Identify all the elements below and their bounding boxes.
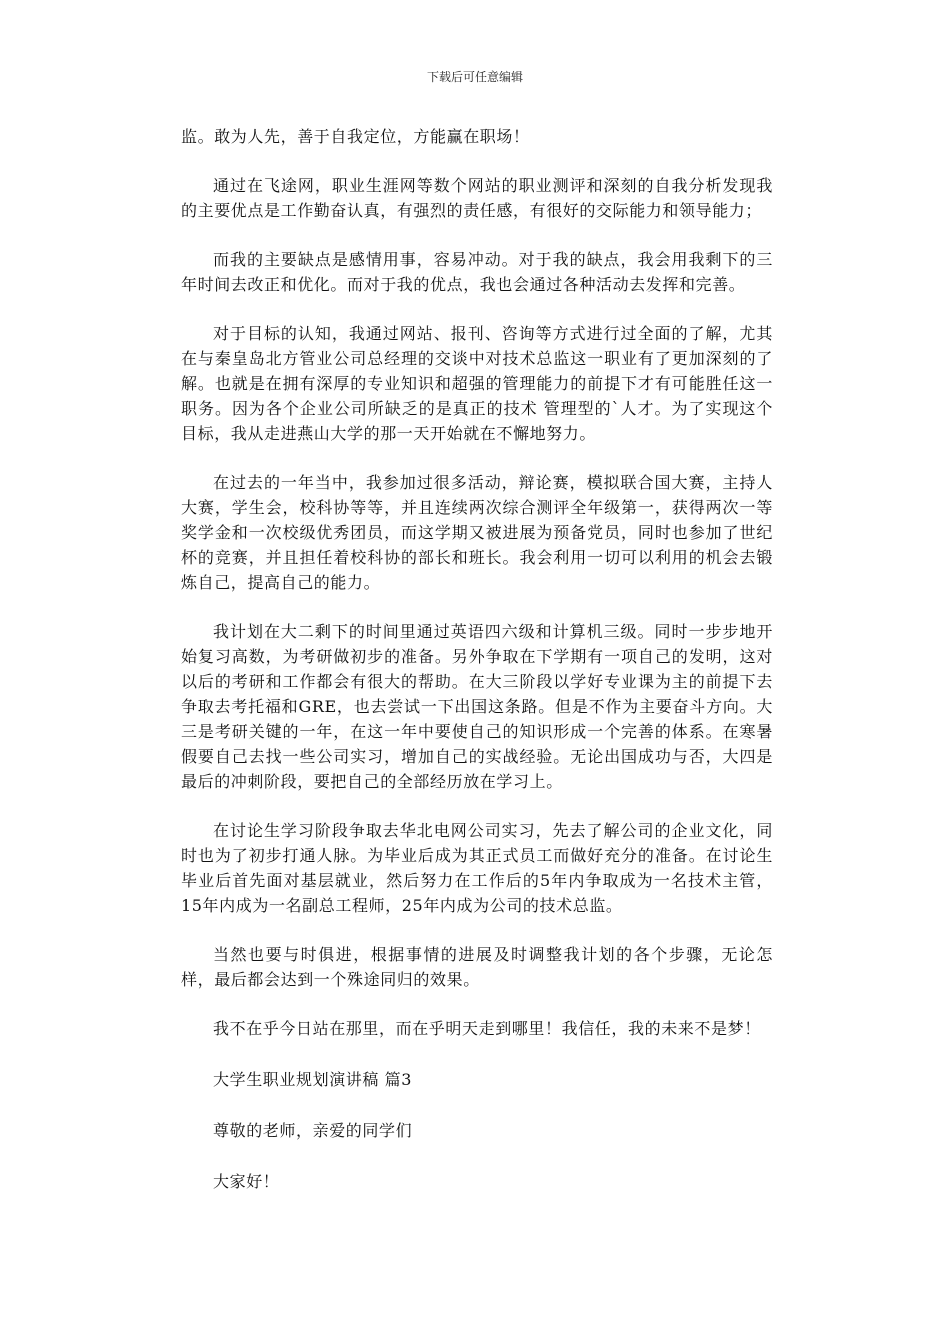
document-body: [181, 124, 773, 1220]
paragraph-career-plan: 在讨论生学习阶段争取去华北电网公司实习，先去了解公司的企业文化，同时也为了初步打通人脉。为毕业后成为其正式员工而做好充分的准备。在讨论生毕业后首先面对基层就业，然后努力在工作后的5年内争取成为一名技术主管，15年内成为一名副总工程师，25年内成为公司的技术总监。: [181, 821, 773, 915]
paragraph-goal-cognition: 对于目标的认知，我通过网站、报刊、咨询等方式进行过全面的了解，尤其在与秦皇岛北方管业公司总经理的交谈中对技术总监这一职业有了更加深刻的了解。也就是在拥有深厚的专业知识和超强的管理能力的前提下才有可能胜任这一职务。因为各个企业公司所缺乏的是真正的技术 管理型的`人才。为了实现这个目标，我从走进燕山大学的那一天开始就在不懈地努力。: [181, 324, 773, 443]
paragraph-keep-pace: 当然也要与时俱进，根据事情的进展及时调整我计划的各个步骤，无论怎样，最后都会达到一个殊途同归的效果。: [181, 945, 773, 989]
section-title: 大学生职业规划演讲稿 篇3: [213, 1070, 413, 1089]
paragraph-continuation: 监。敢为人先，善于自我定位，方能赢在职场！: [181, 127, 530, 146]
paragraph-closing-line: 我不在乎今日站在那里，而在乎明天走到哪里！我信任，我的未来不是梦！: [213, 1019, 761, 1038]
salutation: 尊敬的老师，亲爱的同学们: [213, 1121, 413, 1140]
paragraph-past-activities: 在过去的一年当中，我参加过很多活动，辩论赛，模拟联合国大赛，主持人大赛，学生会，校科协等等，并且连续两次综合测评全年级第一，获得两次一等奖学金和一次校级优秀团员，而这学期又被进展为预备党员，同时也参加了世纪杯的竞赛，并且担任着校科协的部长和班长。我会利用一切可以利用的机会去锻炼自己，提高自己的能力。: [181, 473, 773, 592]
header-note: 下载后可任意编辑: [426, 70, 523, 84]
paragraph-self-analysis: 通过在飞途网，职业生涯网等数个网站的职业测评和深刻的自我分析发现我的主要优点是工作勤奋认真，有强烈的责任感，有很好的交际能力和领导能力；: [181, 176, 773, 220]
greeting: 大家好！: [213, 1172, 280, 1191]
paragraph-weaknesses: 而我的主要缺点是感情用事，容易冲动。对于我的缺点，我会用我剩下的三年时间去改正和优化。而对于我的优点，我也会通过各种活动去发挥和完善。: [181, 250, 773, 294]
paragraph-study-plan: 我计划在大二剩下的时间里通过英语四六级和计算机三级。同时一步步地开始复习高数，为考研做初步的准备。另外争取在下学期有一项自己的发明，这对以后的考研和工作都会有很大的帮助。在大三阶段以学好专业课为主的前提下去争取去考托福和GRE，也去尝试一下出国这条路。但是不作为主要奋斗方向。大三是考研关键的一年，在这一年中要使自己的知识形成一个完善的体系。在寒暑假要自己去找一些公司实习，增加自己的实战经验。无论出国成功与否，大四是最后的冲刺阶段，要把自己的全部经历放在学习上。: [181, 622, 773, 791]
